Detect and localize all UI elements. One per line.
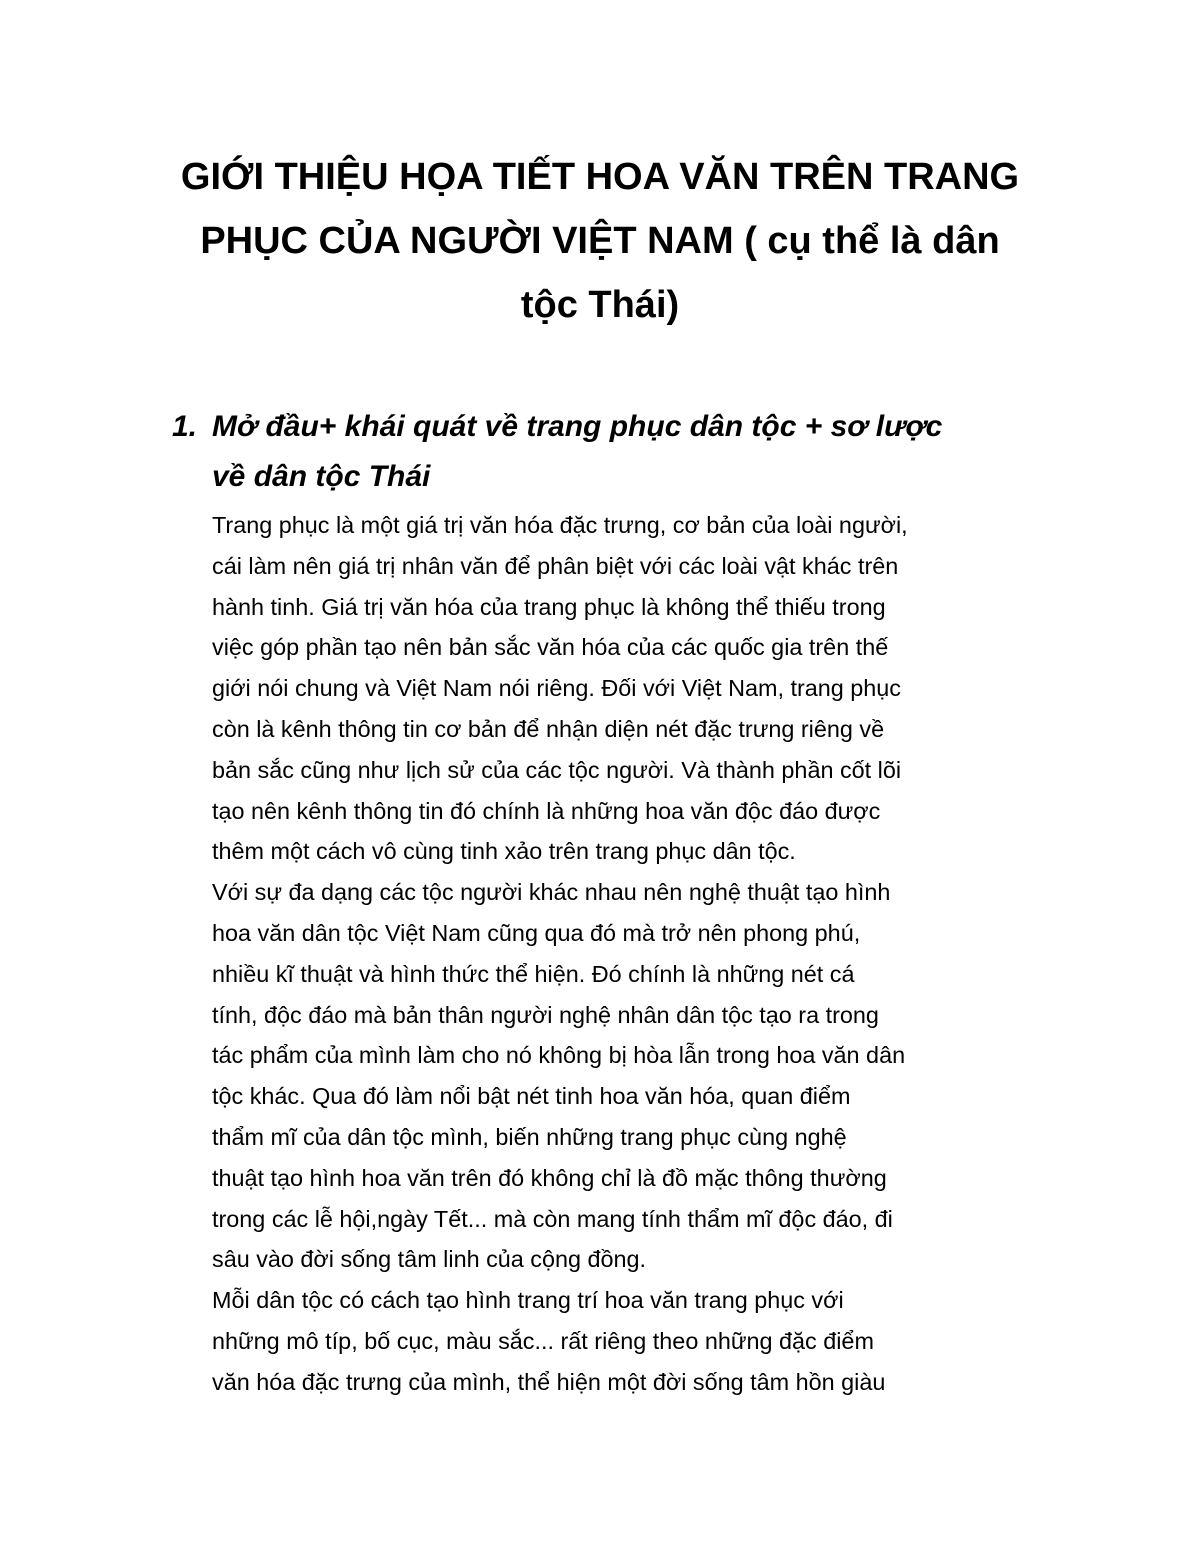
body-line: hành tinh. Giá trị văn hóa của trang phục là không thể thiếu trong: [212, 593, 886, 620]
body-line: giới nói chung và Việt Nam nói riêng. Đối với Việt Nam, trang phục: [212, 675, 901, 702]
section-number: 1.: [172, 410, 198, 443]
body-line: thuật tạo hình hoa văn trên đó không chỉ là đồ mặc thông thường: [212, 1164, 887, 1191]
body-line: văn hóa đặc trưng của mình, thể hiện một đời sống tâm hồn giàu: [212, 1368, 886, 1395]
section-heading-line: Mở đầu+ khái quát về trang phục dân tộc + sơ lược: [212, 410, 943, 443]
section-body: [212, 505, 1092, 1403]
body-line: tộc khác. Qua đó làm nổi bật nét tinh hoa văn hóa, quan điểm: [212, 1083, 851, 1110]
title-line: GIỚI THIỆU HỌA TIẾT HOA VĂN TRÊN TRANG: [180, 156, 1020, 198]
body-line: những mô típ, bố cục, màu sắc... rất riêng theo những đặc điểm: [212, 1327, 874, 1354]
document-title: [140, 145, 1060, 337]
body-line: nhiều kĩ thuật và hình thức thể hiện. Đó chính là những nét cá: [212, 960, 855, 987]
body-line: tạo nên kênh thông tin đó chính là những hoa văn độc đáo được: [212, 797, 881, 824]
body-line: việc góp phần tạo nên bản sắc văn hóa của các quốc gia trên thế: [212, 634, 889, 661]
body-line: trong các lễ hội,ngày Tết... mà còn mang tính thẩm mĩ độc đáo, đi: [212, 1205, 893, 1232]
body-line: thẩm mĩ của dân tộc mình, biến những trang phục cùng nghệ: [212, 1123, 847, 1150]
body-line: tác phẩm của mình làm cho nó không bị hòa lẫn trong hoa văn dân: [212, 1042, 906, 1069]
body-line: Trang phục là một giá trị văn hóa đặc trưng, cơ bản của loài người,: [212, 512, 908, 538]
body-line: sâu vào đời sống tâm linh của cộng đồng.: [212, 1246, 647, 1273]
title-line: PHỤC CỦA NGƯỜI VIỆT NAM ( cụ thể là dân: [200, 220, 1000, 262]
body-line: thêm một cách vô cùng tinh xảo trên trang phục dân tộc.: [212, 838, 796, 865]
body-line: hoa văn dân tộc Việt Nam cũng qua đó mà trở nên phong phú,: [212, 919, 861, 946]
body-line: cái làm nên giá trị nhân văn để phân biệt với các loài vật khác trên: [212, 552, 899, 579]
body-line: Mỗi dân tộc có cách tạo hình trang trí hoa văn trang phục với: [212, 1287, 844, 1314]
body-line: Với sự đa dạng các tộc người khác nhau nên nghệ thuật tạo hình: [212, 879, 891, 906]
body-line: tính, độc đáo mà bản thân người nghệ nhân dân tộc tạo ra trong: [212, 1001, 879, 1028]
body-line: bản sắc cũng như lịch sử của các tộc người. Và thành phần cốt lõi: [212, 756, 902, 783]
title-line: tộc Thái): [520, 284, 680, 326]
section-heading: [172, 402, 1072, 502]
body-line: còn là kênh thông tin cơ bản để nhận diện nét đặc trưng riêng về: [212, 715, 885, 742]
section-heading-line: về dân tộc Thái: [212, 460, 431, 493]
